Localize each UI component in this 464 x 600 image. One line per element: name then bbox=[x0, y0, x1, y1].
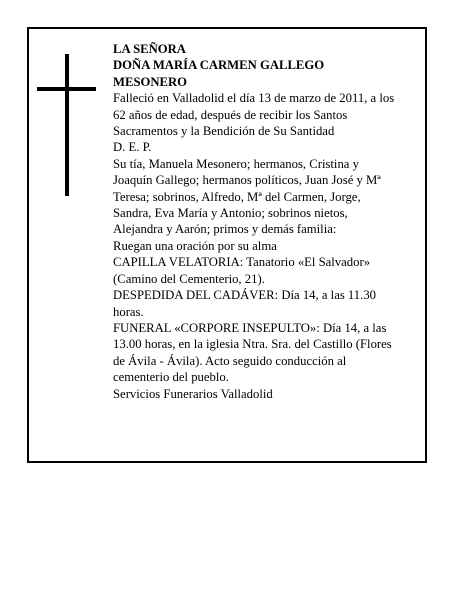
family-paragraph: Su tía, Manuela Mesonero; hermanos, Cristina y Joaquín Gallego; hermanos políticos, Juan José y Mª Teresa; sobrinos, Alfredo, Mª del Carmen, Jorge, Sandra, Eva María y Antonio; sobrinos nietos, Alejandra y Aarón; primos y demás familia: bbox=[113, 156, 381, 237]
cross-icon-vertical-bar bbox=[65, 54, 69, 196]
funeral-home-line: Servicios Funerarios Valladolid bbox=[113, 386, 273, 401]
farewell-paragraph: DESPEDIDA DEL CADÁVER: Día 14, a las 11.30 horas. bbox=[113, 288, 377, 319]
cross-icon-horizontal-bar bbox=[37, 87, 96, 91]
chapel-paragraph: CAPILLA VELATORIA: Tanatorio «El Salvador» (Camino del Cementerio, 21). bbox=[113, 255, 371, 286]
funeral-paragraph: FUNERAL «CORPORE INSEPULTO»: Día 14, a las 13.00 horas, en la iglesia Ntra. Sra. del Castillo (Flores de Ávila - Ávila). Acto seguido conducción al cementerio del pueblo. bbox=[113, 320, 392, 385]
deceased-name-line-2: MESONERO bbox=[113, 74, 188, 89]
prayer-request-line: Ruegan una oración por su alma bbox=[113, 238, 277, 253]
rip-line: D. E. P. bbox=[113, 140, 152, 155]
title-line: LA SEÑORA bbox=[113, 42, 186, 56]
death-notice-paragraph: Falleció en Valladolid el día 13 de marzo de 2011, a los 62 años de edad, después de recibir los Santos Sacramentos y la Bendición de Su Santidad bbox=[113, 91, 395, 139]
obituary-text bbox=[113, 41, 425, 402]
deceased-name-line-1: DOÑA MARÍA CARMEN GALLEGO bbox=[113, 58, 325, 73]
